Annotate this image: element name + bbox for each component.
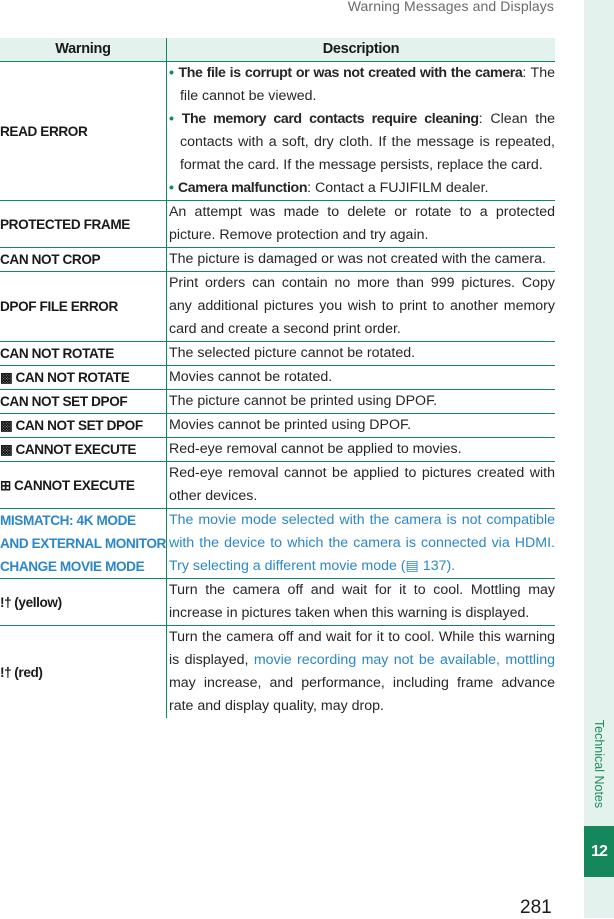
chapter-tab: 12	[584, 826, 614, 877]
temperature-warning-icon: !†	[0, 594, 12, 610]
warning-line: MISMATCH: 4K MODE	[0, 513, 136, 528]
warning-cell: CAN NOT ROTATE	[0, 342, 166, 366]
bullet-icon: •	[168, 65, 179, 81]
warning-cell	[0, 366, 166, 390]
bullet-item	[169, 108, 555, 177]
table-row	[0, 366, 555, 390]
table-row	[0, 62, 555, 201]
table-row	[0, 579, 555, 626]
description-highlight: movie recording may not be available, mottling	[253, 652, 555, 668]
section-label	[586, 708, 612, 820]
table-row	[0, 390, 555, 414]
movie-icon: ▩	[0, 442, 13, 457]
description-cell	[166, 509, 555, 579]
description-cell: Print orders can contain no more than 999 pictures. Copy any additional pictures you wish to print to another memory card and create a second print order.	[166, 272, 555, 342]
warning-cell	[0, 462, 166, 509]
bullet-text: : Contact a FUJIFILM dealer.	[307, 180, 489, 196]
description-cell: Turn the camera off and wait for it to cool. Mottling may increase in pictures taken when this warning is displayed.	[166, 579, 555, 626]
bullet-icon: •	[168, 180, 178, 196]
table-row	[0, 272, 555, 342]
warning-cell	[0, 438, 166, 462]
bullet-text: : The file cannot be viewed.	[179, 65, 555, 104]
bullet-icon: •	[168, 111, 182, 127]
description-text: Turn the camera off and wait for it to cool. While this warning is displayed,	[168, 629, 555, 668]
warning-cell: CAN NOT SET DPOF	[0, 390, 166, 414]
description-cell: The picture cannot be printed using DPOF.	[166, 390, 555, 414]
description-cell: Movies cannot be rotated.	[166, 366, 555, 390]
table-row	[0, 414, 555, 438]
bullet-term: The memory card contacts require cleaning	[181, 111, 479, 127]
page-number: 281	[520, 897, 552, 918]
bullet-item	[169, 62, 555, 108]
warning-cell: DPOF FILE ERROR	[0, 272, 166, 342]
description-cell: The selected picture cannot be rotated.	[166, 342, 555, 366]
column-header-warning: Warning	[0, 38, 166, 62]
warning-text: (red)	[14, 664, 43, 680]
table-row	[0, 462, 555, 509]
warning-text: CAN NOT SET DPOF	[15, 418, 143, 433]
bullet-term: The file is corrupt or was not created with the camera	[178, 65, 523, 81]
movie-icon: ▩	[0, 370, 13, 385]
bullet-item	[169, 177, 555, 200]
table-row	[0, 509, 555, 579]
warning-cell	[0, 626, 166, 719]
warning-line: CHANGE MOVIE MODE	[0, 559, 145, 574]
warning-cell: READ ERROR	[0, 62, 166, 201]
description-cell: Red-eye removal cannot be applied to movies.	[166, 438, 555, 462]
description-cell	[166, 62, 555, 201]
movie-icon: ▩	[0, 418, 13, 433]
table-row	[0, 626, 555, 719]
table-row	[0, 342, 555, 366]
description-cell: The picture is damaged or was not created with the camera.	[166, 248, 555, 272]
bullet-term: Camera malfunction	[177, 180, 308, 196]
table-row	[0, 438, 555, 462]
table-row	[0, 201, 555, 248]
table-header-row	[0, 38, 555, 62]
warning-text: (yellow)	[14, 594, 62, 610]
warning-cell	[0, 509, 166, 579]
warning-cell: CAN NOT CROP	[0, 248, 166, 272]
description-cell: Red-eye removal cannot be applied to pictures created with other devices.	[166, 462, 555, 509]
warning-cell: PROTECTED FRAME	[0, 201, 166, 248]
bullet-text: : Clean the contacts with a soft, dry cloth. If the message is repeated, format the card. If the message persists, replace the card.	[179, 111, 555, 173]
description-cell	[166, 626, 555, 719]
table-row	[0, 248, 555, 272]
description-cell: An attempt was made to delete or rotate to a protected picture. Remove protection and try again.	[166, 201, 555, 248]
temperature-warning-icon: !†	[0, 664, 12, 680]
description-text: may increase, and performance, including frame advance rate and display quality, may drop.	[168, 675, 555, 714]
warning-text: CANNOT EXECUTE	[15, 442, 136, 457]
warning-text: CAN NOT ROTATE	[15, 370, 130, 385]
warning-table	[0, 38, 555, 718]
warning-cell	[0, 579, 166, 626]
column-header-description: Description	[166, 38, 555, 62]
running-header-title: Warning Messages and Displays	[347, 0, 554, 14]
warning-line: AND EXTERNAL MONITOR	[0, 536, 166, 551]
description-text: The movie mode selected with the camera is not compatible with the device to which the camera is connected via HDMI. Try selecting a different movie mode (	[168, 512, 555, 574]
warning-cell	[0, 414, 166, 438]
book-reference-icon: ▤	[405, 558, 419, 574]
warning-text: CANNOT EXECUTE	[14, 477, 135, 493]
description-cell: Movies cannot be printed using DPOF.	[166, 414, 555, 438]
page-reference[interactable]: 137).	[418, 558, 456, 574]
section-label-text: Technical Notes	[592, 719, 606, 809]
gift-icon: ⊞	[0, 477, 11, 493]
